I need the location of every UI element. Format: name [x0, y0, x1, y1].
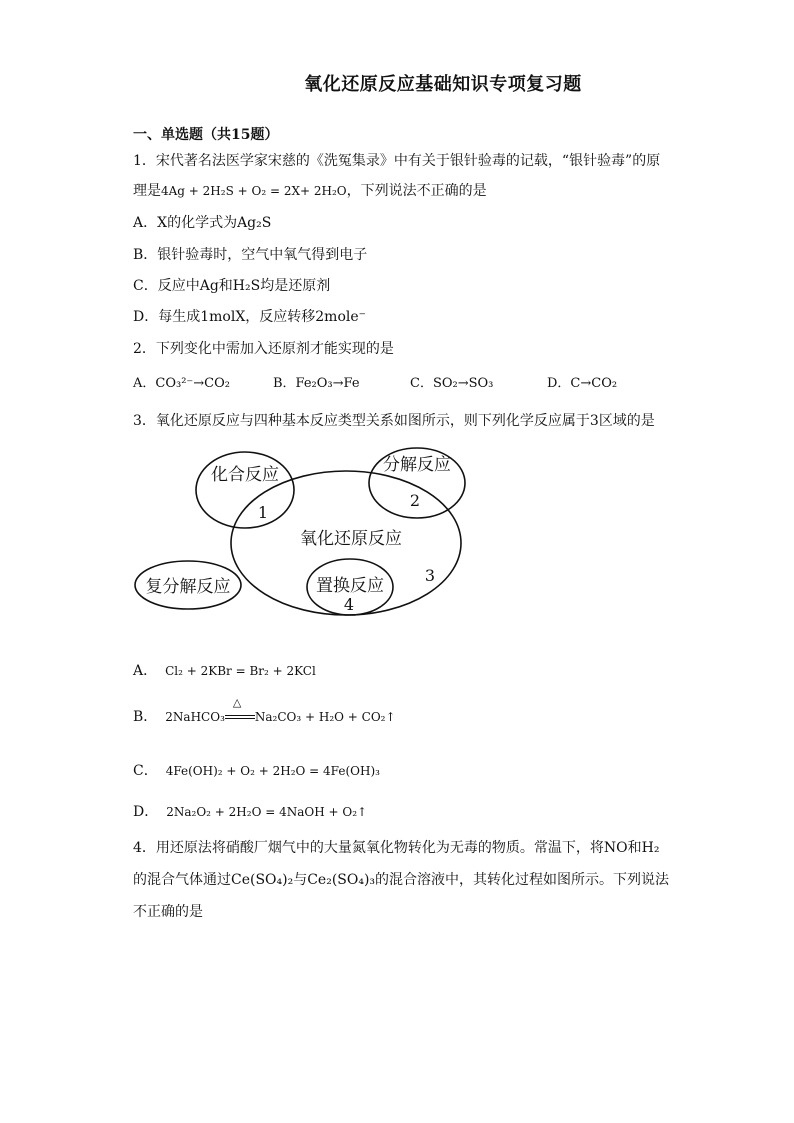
q1-equation: 4Ag + 2H₂S + O₂ = 2X+ 2H₂O	[161, 184, 347, 198]
q1-option-d[interactable]: D．每生成1molX，反应转移2mole⁻	[133, 309, 367, 325]
q3-option-a-equation: Cl₂ + 2KBr = Br₂ + 2KCl	[165, 664, 316, 678]
q3-option-c-letter: C．	[133, 763, 158, 779]
q1-option-c[interactable]: C．反应中Ag和H₂S均是还原剂	[133, 278, 331, 294]
q3-option-c[interactable]	[133, 760, 380, 780]
q3-option-a-letter: A．	[133, 663, 158, 679]
q2-stem: 2．下列变化中需加入还原剂才能实现的是	[133, 341, 394, 357]
section-heading: 一、单选题（共15题）	[133, 127, 279, 143]
q3-option-b-reactant: 2NaHCO₃	[165, 710, 225, 724]
q3-option-b[interactable]	[133, 696, 396, 726]
q2-option-b[interactable]: B．Fe₂O₃→Fe	[273, 376, 360, 391]
q3-option-c-equation: 4Fe(OH)₂ + O₂ + 2H₂O = 4Fe(OH)₃	[165, 764, 380, 778]
q3-option-d-letter: D．	[133, 804, 159, 820]
q1-option-b[interactable]: B．银针验毒时，空气中氧气得到电子	[133, 247, 368, 263]
q2-option-c[interactable]: C．SO₂→SO₃	[410, 376, 494, 391]
combination-ellipse	[196, 452, 294, 528]
displacement-label: 置换反应	[316, 576, 384, 596]
double-displacement-label: 复分解反应	[145, 577, 231, 597]
q3-option-d-equation: 2Na₂O₂ + 2H₂O = 4NaOH + O₂↑	[166, 805, 368, 819]
region-3-label: 3	[424, 566, 436, 585]
q4-stem-line2: 的混合气体通过Ce(SO₄)₂与Ce₂(SO₄)₃的混合溶液中，其转化过程如图所示。下列说法	[133, 872, 670, 888]
equals-bar-bottom	[225, 718, 255, 719]
q1-option-a[interactable]: A．X的化学式为Ag₂S	[133, 215, 272, 231]
q1-stem-line2	[133, 180, 487, 200]
q1-stem-line1: 1．宋代著名法医学家宋慈的《洗冤集录》中有关于银针验毒的记载，“银针验毒”的原	[133, 153, 661, 169]
equals-bar-top	[225, 715, 255, 716]
heat-condition: △	[232, 696, 242, 709]
redox-label: 氧化还原反应	[300, 529, 402, 549]
q3-option-b-letter: B．	[133, 709, 158, 725]
q2-options	[133, 372, 617, 391]
reaction-types-venn-diagram	[128, 438, 488, 628]
region-1-label: 1	[257, 503, 269, 522]
q4-stem-line1: 4．用还原法将硝酸厂烟气中的大量氮氧化物转化为无毒的物质。常温下，将NO和H₂	[133, 840, 660, 856]
q3-option-d[interactable]	[133, 801, 367, 821]
q3-stem: 3．氧化还原反应与四种基本反应类型关系如图所示，则下列化学反应属于3区域的是	[133, 413, 655, 429]
q3-option-b-products: Na₂CO₃ + H₂O + CO₂↑	[254, 710, 396, 724]
q1-stem-prefix: 理是	[133, 183, 161, 199]
region-4-label: 4	[343, 595, 355, 614]
region-2-label: 2	[409, 491, 421, 510]
page-title: 氧化还原反应基础知识专项复习题	[304, 74, 582, 95]
decomposition-label: 分解反应	[383, 455, 451, 475]
combination-label: 化合反应	[211, 465, 279, 485]
q3-option-b-condition-sign	[225, 696, 255, 724]
q2-option-d[interactable]: D．C→CO₂	[547, 376, 618, 391]
q2-option-a[interactable]: A．CO₃²⁻→CO₂	[133, 376, 230, 391]
q1-stem-suffix: ，下列说法不正确的是	[346, 183, 487, 199]
q4-stem-line3: 不正确的是	[133, 904, 203, 920]
q3-option-a[interactable]	[133, 660, 316, 680]
